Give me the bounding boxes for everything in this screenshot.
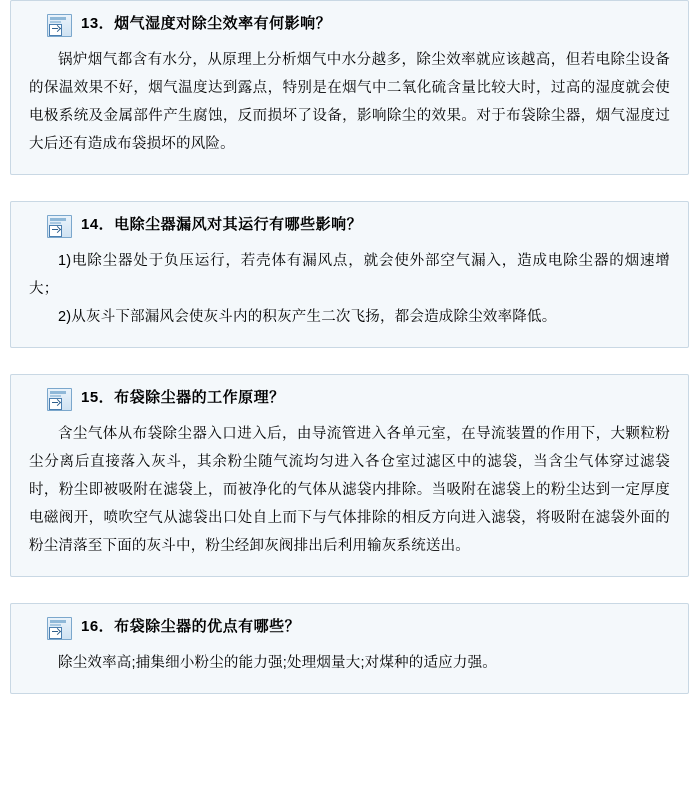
qa-header-16	[25, 616, 674, 639]
qa-title-16: 16．布袋除尘器的优点有哪些？	[81, 618, 301, 635]
question-doc-icon	[47, 215, 71, 237]
qa-header-13	[25, 13, 674, 36]
qa-body-14	[25, 247, 674, 331]
qa-title-14: 14．电除尘器漏风对其运行有哪些影响？	[81, 216, 363, 233]
qa-card-16	[10, 603, 689, 694]
qa-paragraph: 1)电除尘器处于负压运行，若壳体有漏风点，就会使外部空气漏入，造成电除尘器的烟速增大；	[29, 253, 670, 297]
qa-body-13	[25, 46, 674, 158]
question-doc-icon	[47, 617, 71, 639]
qa-body-15	[25, 420, 674, 560]
qa-card-13	[10, 0, 689, 175]
qa-header-14	[25, 214, 674, 237]
qa-body-16	[25, 649, 674, 677]
qa-paragraph: 2)从灰斗下部漏风会使灰斗内的积灰产生二次飞扬，都会造成除尘效率降低。	[58, 309, 557, 325]
qa-card-14	[10, 201, 689, 348]
question-doc-icon	[47, 14, 71, 36]
qa-title-15: 15．布袋除尘器的工作原理？	[81, 389, 285, 406]
qa-paragraph: 含尘气体从布袋除尘器入口进入后，由导流管进入各单元室，在导流装置的作用下，大颗粒粉尘分离后直接落入灰斗，其余粉尘随气流均匀进入各仓室过滤区中的滤袋，当含尘气体穿过滤袋时，粉尘即被吸附在滤袋上，而被净化的气体从滤袋内排除。当吸附在滤袋上的粉尘达到一定厚度电磁阀开，喷吹空气从滤袋出口处自上而下与气体排除的相反方向进入滤袋，将吸附在滤袋外面的粉尘清落至下面的灰斗中，粉尘经卸灰阀排出后利用输灰系统送出。	[29, 426, 670, 554]
qa-title-13: 13．烟气湿度对除尘效率有何影响？	[81, 15, 332, 32]
qa-header-15	[25, 387, 674, 410]
qa-card-15	[10, 374, 689, 577]
qa-paragraph: 除尘效率高;捕集细小粉尘的能力强;处理烟量大;对煤种的适应力强。	[58, 655, 497, 671]
question-doc-icon	[47, 388, 71, 410]
qa-paragraph: 锅炉烟气都含有水分，从原理上分析烟气中水分越多，除尘效率就应该越高，但若电除尘设备的保温效果不好，烟气温度达到露点，特别是在烟气中二氧化硫含量比较大时，过高的湿度就会使电极系统及金属部件产生腐蚀，反而损坏了设备，影响除尘的效果。对于布袋除尘器，烟气湿度过大后还有造成布袋损坏的风险。	[29, 52, 670, 152]
